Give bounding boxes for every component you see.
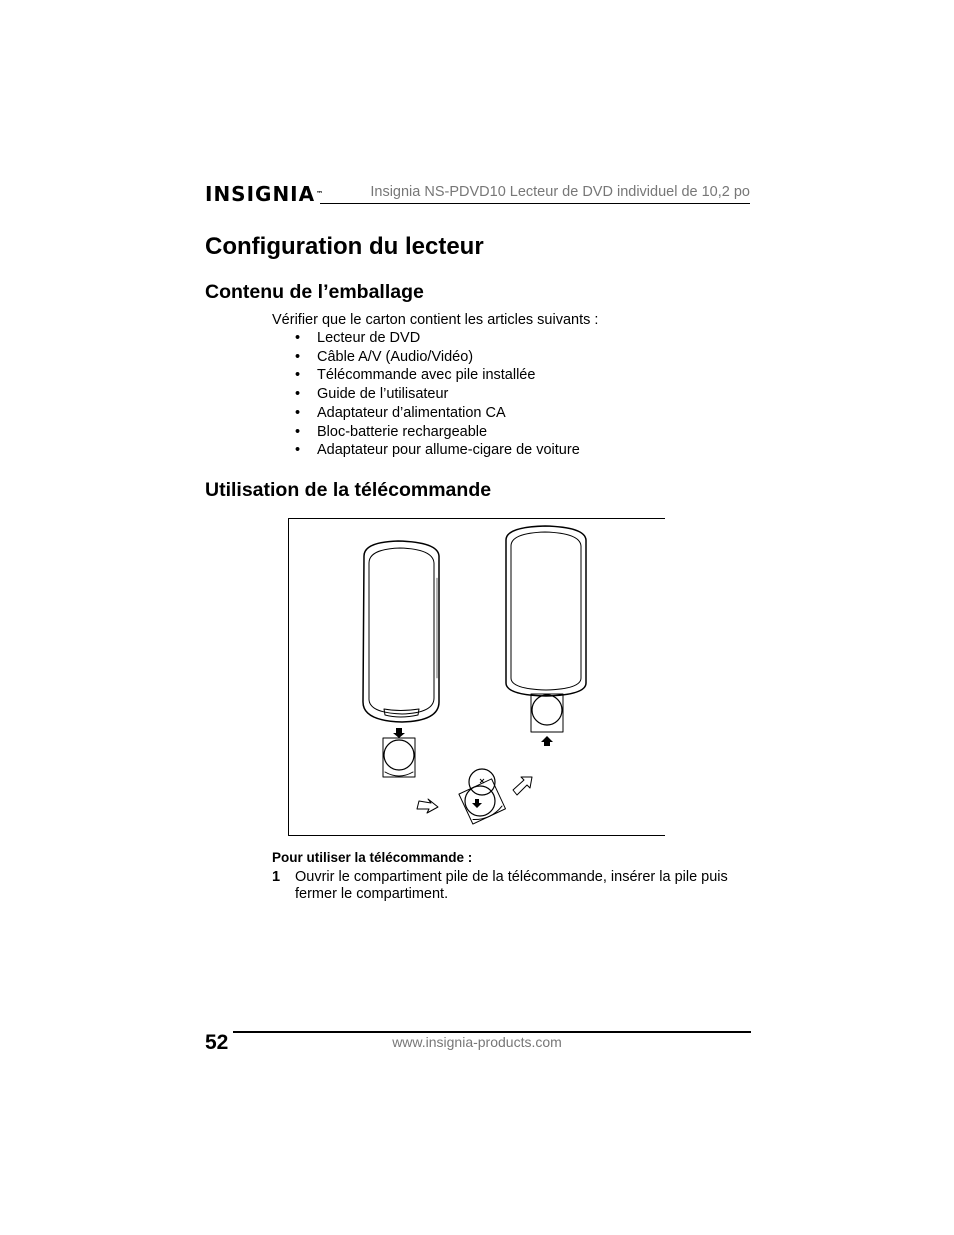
- remote-front-right: [506, 526, 586, 732]
- footer-rule: [233, 1031, 751, 1033]
- header-rule: [320, 203, 750, 204]
- arrow-right-icon: [417, 799, 438, 813]
- battery-coin-top: [469, 769, 495, 795]
- trademark-symbol: ™: [316, 190, 324, 198]
- step-number: 1: [272, 869, 281, 885]
- remote-battery-illustration: [288, 518, 665, 836]
- page-number: 52: [205, 1031, 229, 1054]
- list-item: • Télécommande avec pile installée: [295, 366, 580, 385]
- insignia-logo: [205, 182, 323, 206]
- arrow-up-right-icon: [513, 777, 532, 795]
- arrow-up-icon: [541, 736, 553, 746]
- contents-list: [295, 329, 580, 460]
- battery-polarity-icon: [480, 779, 484, 783]
- procedure-title: Pour utiliser la télécommande :: [272, 850, 473, 865]
- list-item: • Adaptateur pour allume-cigare de voiture: [295, 441, 580, 460]
- arrow-down-icon: [393, 728, 405, 738]
- list-item: • Guide de l’utilisateur: [295, 385, 580, 404]
- page-title: Configuration du lecteur: [205, 233, 484, 260]
- section-heading-remote: Utilisation de la télécommande: [205, 479, 492, 501]
- step-text: Ouvrir le compartiment pile de la télécommande, insérer la pile puis fermer le compartiment.: [295, 869, 728, 902]
- running-header: Insignia NS-PDVD10 Lecteur de DVD individuel de 10,2 po: [370, 184, 750, 200]
- list-item: • Câble A/V (Audio/Vidéo): [295, 348, 580, 367]
- list-item: • Adaptateur d’alimentation CA: [295, 404, 580, 423]
- contents-intro: Vérifier que le carton contient les articles suivants :: [272, 312, 599, 328]
- remote-back-left: [363, 541, 439, 722]
- battery-coin: [465, 786, 495, 816]
- footer-url: www.insignia-products.com: [392, 1034, 562, 1050]
- brand-name: INSIGNIA: [205, 182, 316, 206]
- section-heading-contents: Contenu de l’emballage: [205, 281, 424, 303]
- battery-arrow-icon: [472, 799, 482, 808]
- list-item: • Lecteur de DVD: [295, 329, 580, 348]
- battery-tray-left: [383, 738, 415, 777]
- list-item: • Bloc-batterie rechargeable: [295, 423, 580, 442]
